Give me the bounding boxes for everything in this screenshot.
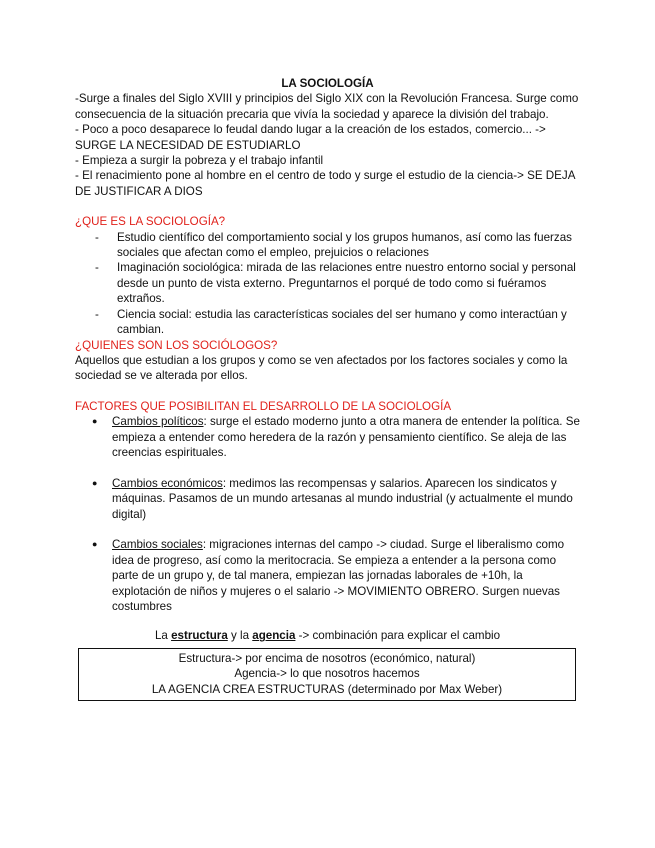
list-item <box>75 476 580 522</box>
list-item <box>75 414 580 460</box>
summary-mid: y la <box>227 629 253 643</box>
factor-term: Cambios económicos <box>112 476 223 490</box>
section-heading-quienes: ¿QUIENES SON LOS SOCIÓLOGOS? <box>75 338 278 352</box>
list-item <box>75 537 580 614</box>
factor-term: Cambios sociales <box>112 538 203 552</box>
spacer <box>75 199 580 214</box>
factor-text: : medimos las recompensas y salarios. Aparecen los sindicatos y máquinas. Pasamos de un mundo artesanas al mundo industrial (y actualmente el mundo digital) <box>112 476 573 521</box>
factor-text: : surge el estado moderno junto a otra manera de entender la política. Se empieza a entender como heredera de la razón y pensamiento científico. Se aleja de las creencias espirituales. <box>112 415 580 459</box>
factor-term: Cambios políticos <box>112 415 204 429</box>
box-line-1: Estructura-> por encima de nosotros (económico, natural) <box>178 651 476 665</box>
summary-box <box>78 648 576 701</box>
list-item: - Imaginación sociológica: mirada de las relaciones entre nuestro entorno social y personal desde un punto de vista externo. Preguntarnos el porqué de todo como si fuéramos extraños. <box>75 260 580 306</box>
intro-line-1: -Surge a finales del Siglo XVIII y principios del Siglo XIX con la Revolución Francesa. Surge como consecuencia de la situación precaria que vivía la sociedad y aparece la división del trabajo. <box>75 92 579 121</box>
document-title: LA SOCIOLOGÍA <box>281 77 374 90</box>
intro-line-4: - El renacimiento pone al hombre en el centro de todo y surge el estudio de la ciencia-> SE DEJA DE JUSTIFICAR A DIOS <box>75 169 575 198</box>
summary-prefix: La <box>154 629 172 643</box>
summary-agencia: agencia <box>252 629 296 643</box>
summary-line <box>75 628 580 643</box>
list-item: - Estudio científico del comportamiento social y los grupos humanos, así como las fuerzas sociales que afectan como el empleo, prejuicios o relaciones <box>75 230 580 261</box>
factor-text: : migraciones internas del campo -> ciudad. Surge el liberalismo como idea de progreso, así como la meritocracia. Se empieza a entender a la persona como parte de un grupo y, de tal manera, empiezan las jornadas laborales de +10h, la explotación de niños y mujeres o el salario -> MOVIMIENTO OBRERO. Surgen nuevas costumbres <box>112 538 565 613</box>
section-heading-factores: FACTORES QUE POSIBILITAN EL DESARROLLO DE LA SOCIOLOGÍA <box>75 399 452 413</box>
intro-line-3: - Empieza a surgir la pobreza y el trabajo infantil <box>75 154 324 168</box>
summary-suffix: -> combinación para explicar el cambio <box>295 629 501 643</box>
factores-list <box>75 414 580 614</box>
document-page <box>75 76 580 701</box>
quienes-text: Aquellos que estudian a los grupos y como se ven afectados por los factores sociales y como la sociedad se ve alterada por ellos. <box>75 353 568 383</box>
summary-estructura: estructura <box>171 629 228 643</box>
box-line-3: LA AGENCIA CREA ESTRUCTURAS (determinado por Max Weber) <box>151 682 503 696</box>
que-es-list <box>75 230 580 338</box>
box-line-2: Agencia-> lo que nosotros hacemos <box>234 667 420 681</box>
intro-line-2: - Poco a poco desaparece lo feudal dando lugar a la creación de los estados, comercio... -> SURGE LA NECESIDAD DE ESTUDIARLO <box>75 123 546 152</box>
list-item: - Ciencia social: estudia las características sociales del ser humano y como interactúan y cambian. <box>75 307 580 338</box>
spacer <box>75 384 580 399</box>
section-heading-que-es: ¿QUE ES LA SOCIOLOGÍA? <box>75 215 226 229</box>
